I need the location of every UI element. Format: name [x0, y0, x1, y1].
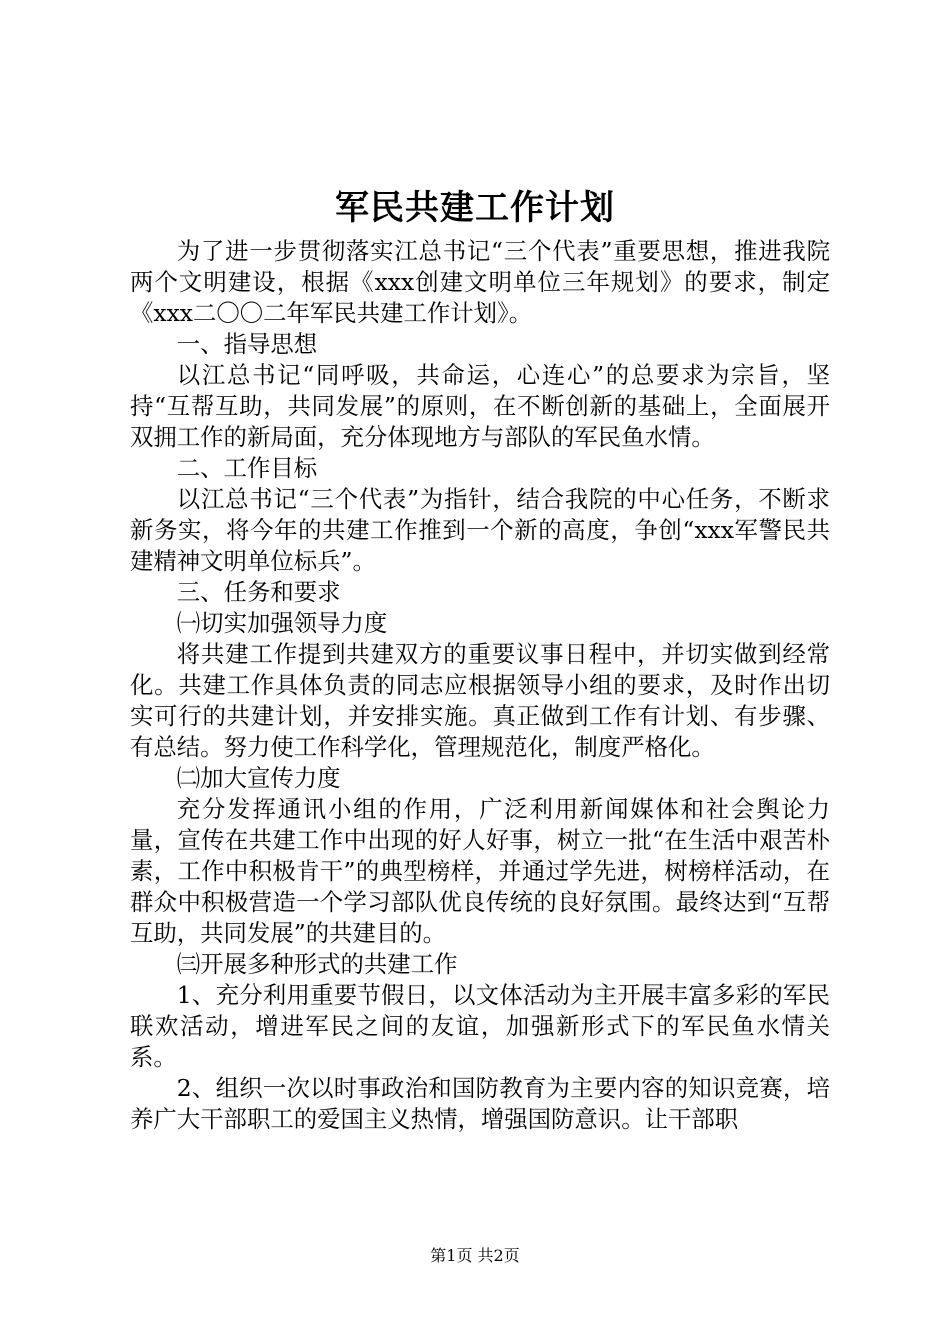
section-heading-guiding-thought: 一、指导思想 [176, 330, 318, 358]
section-paragraph-work-goal: 以江总书记“三个代表”为指针，结合我院的中心任务，不断求新务实，将今年的共建工作推到一个新的高度，争创“xxx军警民共建精神文明单位标兵”。 [130, 485, 830, 575]
document-body [130, 236, 830, 1135]
intro-paragraph: 为了进一步贯彻落实江总书记“三个代表”重要思想，推进我院两个文明建设，根据《xxx创建文明单位三年规划》的要求，制定《xxx二〇〇二年军民共建工作计划》。 [130, 237, 830, 327]
subsection-heading-activities: ㈢开展多种形式的共建工作 [176, 950, 458, 978]
page-footer: 第1页 共2页 [430, 1246, 520, 1265]
document-title: 军民共建工作计划 [335, 188, 615, 228]
section-heading-tasks: 三、任务和要求 [176, 578, 341, 606]
subsection-paragraph-leadership: 将共建工作提到共建双方的重要议事日程中，并切实做到经常化。共建工作具体负责的同志应根据领导小组的要求，及时作出切实可行的共建计划，并安排实施。真正做到工作有计划、有步骤、有总结。努力使工作科学化，管理规范化，制度严格化。 [130, 640, 830, 761]
list-item: 1、充分利用重要节假日，以文体活动为主开展丰富多彩的军民联欢活动，增进军民之间的友谊，加强新形式下的军民鱼水情关系。 [130, 981, 830, 1071]
list-item: 2、组织一次以时事政治和国防教育为主要内容的知识竞赛，培养广大干部职工的爱国主义热情，增强国防意识。让干部职 [130, 1074, 830, 1133]
section-paragraph-guiding-thought: 以江总书记“同呼吸，共命运，心连心”的总要求为宗旨，坚持“互帮互助，共同发展”的原则，在不断创新的基础上，全面展开双拥工作的新局面，充分体现地方与部队的军民鱼水情。 [130, 361, 830, 451]
subsection-heading-publicity: ㈡加大宣传力度 [176, 764, 341, 792]
section-heading-work-goal: 二、工作目标 [176, 454, 318, 482]
subsection-paragraph-publicity: 充分发挥通讯小组的作用，广泛利用新闻媒体和社会舆论力量，宣传在共建工作中出现的好人好事，树立一批“在生活中艰苦朴素，工作中积极肯干”的典型榜样，并通过学先进，树榜样活动，在群众中积极营造一个学习部队优良传统的良好氛围。最终达到“互帮互助，共同发展”的共建目的。 [130, 795, 830, 947]
subsection-heading-leadership: ㈠切实加强领导力度 [176, 609, 388, 637]
